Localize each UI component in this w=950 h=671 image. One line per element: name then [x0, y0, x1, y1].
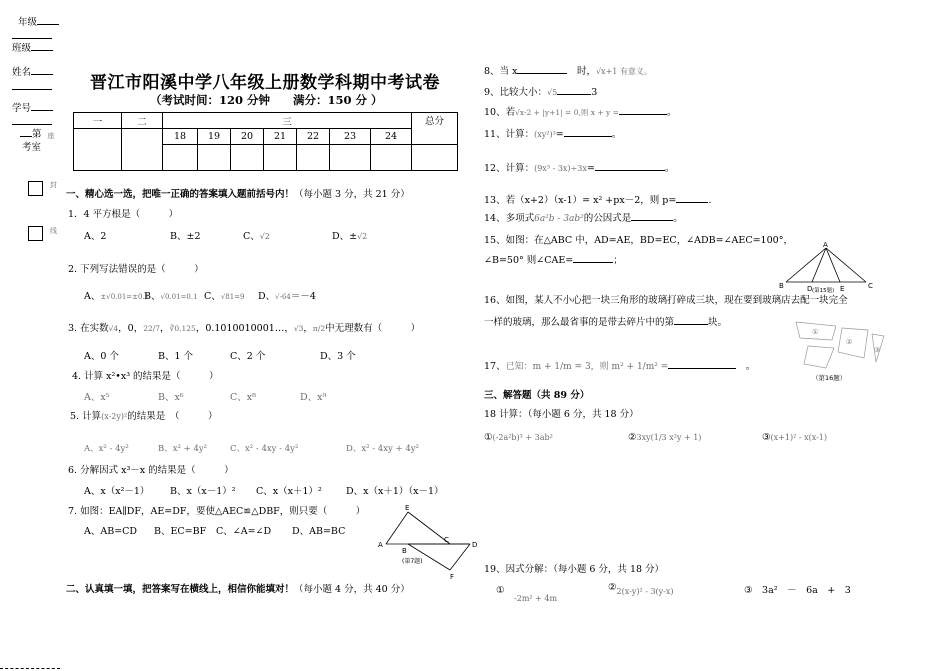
q6-text: 6. 分解因式 x³－x 的结果是（ ）: [68, 465, 234, 476]
q19-part-1: [496, 582, 558, 603]
q13-t1: 13、若（x+2）（x-1）= x² +px－2，则 p=: [484, 195, 677, 206]
q1-text: 1．4 平方根是（ ）: [68, 209, 179, 220]
q16-line1: 16、如图，某人不小心把一块三角形的玻璃打碎成三块，现在要到玻璃店去配一块完全: [484, 295, 848, 306]
q6-option-c[interactable]: C、x（x＋1）²: [256, 486, 322, 497]
score-cell[interactable]: [297, 145, 330, 171]
q12-text: [484, 160, 674, 174]
q3-option-c[interactable]: C、2 个: [230, 351, 266, 362]
fig15-label-c: C: [868, 282, 873, 290]
q19-part-3: [744, 582, 851, 596]
q13-text: [484, 192, 711, 206]
q14-math: 6a²b - 3ab²: [534, 214, 584, 224]
q2-c-label: C、: [204, 291, 221, 302]
score-sub-22: 22: [297, 129, 330, 145]
score-cell[interactable]: [122, 129, 163, 171]
score-sub-19: 19: [198, 129, 231, 145]
q15-t1: ∠B=50° 则∠CAE=: [484, 255, 574, 266]
q2-option-a[interactable]: [84, 288, 149, 302]
q17-t2: 。: [745, 361, 756, 372]
q7-option-c[interactable]: C、∠A=∠D: [216, 526, 272, 537]
number-field[interactable]: [31, 110, 53, 111]
q3-text: [68, 320, 420, 334]
fig15-label-d: D: [807, 285, 813, 293]
fig7-label-d: D: [472, 541, 478, 549]
q14-t2: 的公因式是: [583, 213, 632, 224]
q3-m1: √4: [108, 324, 119, 333]
q11-t1: 11、计算：: [484, 129, 535, 140]
q10-t1: 10、若: [484, 107, 516, 118]
q7-option-b[interactable]: B、EC=BF: [154, 526, 207, 537]
q5-prefix: 5. 计算: [70, 411, 102, 422]
q19-p3-math: 3a² － 6a + 3: [762, 585, 851, 596]
q2-text: 2. 下列写法错误的是（ ）: [68, 264, 204, 275]
q8-t2: 时，: [576, 66, 596, 77]
q19-p1-math: -2m² + 4m: [514, 594, 558, 603]
fig16-label-3: ③: [874, 346, 881, 354]
q1-d-math: √2: [357, 232, 368, 241]
section-1-heading: [66, 186, 410, 200]
q19-p2-num: ②: [608, 582, 617, 593]
q14-text: [484, 210, 683, 224]
q14-t1: 14、多项式: [484, 213, 535, 224]
q8-answer-field[interactable]: [517, 73, 567, 74]
sidebar-rule: [12, 89, 52, 90]
number-text: 学号: [12, 103, 32, 114]
q3-m2: 22/7: [143, 324, 161, 333]
q18-p1-math: (-2a²b)³ + 3ab²: [492, 433, 553, 442]
q12-t2: =: [586, 163, 595, 174]
q5-option-b[interactable]: B、x² + 4y²: [158, 444, 208, 454]
grade-label: [18, 14, 59, 28]
q19-p2-math: 2(x-y)² - 3(y-x): [616, 587, 674, 596]
fig15-caption: (第15题): [812, 288, 835, 294]
q3-t3: ，0.1010010001…，: [195, 323, 294, 334]
di-text: 第: [32, 129, 42, 140]
q9-t2: 3: [591, 87, 598, 98]
q10-answer-field[interactable]: [619, 114, 667, 115]
score-cell[interactable]: [74, 129, 122, 171]
q2-b-label: B、: [144, 291, 161, 302]
score-sub-24: 24: [371, 129, 412, 145]
q3-option-a[interactable]: A、0 个: [84, 351, 119, 362]
q3-m4: √3: [293, 324, 304, 333]
q3-t5: 中无理数有（ ）: [325, 323, 421, 334]
score-header-2: 二: [122, 113, 163, 129]
q1-option-d[interactable]: [332, 228, 367, 242]
q11-answer-field[interactable]: [564, 136, 612, 137]
q1-c-label: C、: [243, 231, 260, 242]
fig15-line: [786, 248, 826, 282]
section-1-title: 一、精心选一选，把唯一正确的答案填入题前括号内！: [66, 189, 295, 200]
exam-title: 晋江市阳溪中学八年级上册数学科期中考试卷: [90, 73, 440, 93]
score-header-3: 三: [163, 113, 412, 129]
q2-d-label: D、: [258, 291, 276, 302]
q3-option-d[interactable]: D、3 个: [320, 351, 356, 362]
name-text: 姓名: [12, 67, 32, 78]
section-3-heading: 三、解答题（共 89 分）: [484, 390, 590, 401]
q2-option-d[interactable]: [258, 288, 316, 302]
fig16-piece: [804, 346, 834, 368]
fig7-label-e: E: [405, 504, 410, 512]
q12-t1: 12、计算：: [484, 163, 535, 174]
grade-text: 年级: [18, 17, 38, 28]
q11-t2: =: [555, 129, 564, 140]
figure-15: [778, 238, 882, 296]
fig15-line: [812, 248, 826, 282]
fig7-label-a: A: [378, 541, 383, 549]
q5-option-c[interactable]: C、x² - 4xy - 4y²: [230, 444, 299, 454]
score-cell[interactable]: [412, 145, 458, 171]
q6-option-a[interactable]: A、x（x²－1）: [84, 486, 150, 497]
fig7-label-f: F: [450, 573, 455, 581]
exam-subtitle: （考试时间：120 分钟 满分：150 分 ）: [150, 93, 383, 107]
q12-math: (9x³ - 3x)÷3x: [534, 164, 587, 173]
q19-title: 19、因式分解：（每小题 6 分，共 18 分）: [484, 564, 665, 575]
q18-title: 18 计算：（每小题 6 分，共 18 分）: [484, 409, 639, 420]
q19-p3-num: ③: [744, 585, 753, 596]
room-field[interactable]: [20, 136, 32, 137]
q10-t2: 。: [666, 107, 677, 118]
seal-box: [28, 226, 43, 241]
q13-t2: .: [708, 195, 712, 206]
q12-answer-field[interactable]: [595, 170, 665, 171]
q14-t3: 。: [673, 213, 683, 224]
q7-text: 7. 如图：EA∥DF，AE=DF，要使△AEC≌△DBF，则只要（ ）: [68, 506, 366, 517]
sidebar-rule: [12, 38, 52, 39]
q7-option-a[interactable]: A、AB=CD: [84, 526, 138, 537]
q18-p2-math: 3xy(1/3 x²y + 1): [636, 433, 702, 442]
q3-t2: ，: [160, 323, 170, 334]
q8-math: √x+1 有意义。: [595, 67, 652, 76]
score-header-1: 一: [74, 113, 122, 129]
q18-part-3: [762, 432, 827, 443]
q8-t1: 8、当 x: [484, 66, 518, 77]
q4-option-c[interactable]: C、x⁸: [230, 392, 256, 403]
room-label: [20, 126, 42, 140]
fig7-line: [450, 544, 470, 570]
q11-text: [484, 126, 621, 140]
q3-t1: ，0，: [118, 323, 144, 334]
q15-t2: ；: [613, 255, 623, 266]
q2-b-math: √0.01=0.1: [160, 293, 198, 301]
q7-option-d[interactable]: D、AB=BC: [292, 526, 346, 537]
class-label: [12, 40, 53, 54]
q13-answer-field[interactable]: [676, 202, 708, 203]
q14-answer-field[interactable]: [631, 220, 673, 221]
q3-option-b[interactable]: B、1 个: [158, 351, 194, 362]
q1-option-c[interactable]: [243, 228, 270, 242]
name-label: [12, 64, 53, 78]
seal-text: 线: [50, 227, 57, 235]
section-1-note: （每小题 3 分，共 21 分）: [294, 189, 410, 200]
fig15-label-a: A: [823, 241, 828, 249]
fig16-piece: [838, 328, 868, 358]
score-cell[interactable]: [231, 145, 264, 171]
q10-text: [484, 104, 676, 118]
score-cell[interactable]: [330, 145, 371, 171]
fig15-label-e: E: [840, 285, 845, 293]
q5-text: [70, 408, 218, 422]
q18-part-2: [628, 432, 701, 443]
fig7-label-b: B: [402, 547, 407, 555]
q4-option-b[interactable]: B、x⁶: [158, 392, 184, 403]
seal-text: 座: [47, 132, 55, 139]
fig7-label-c: C: [444, 536, 449, 544]
seal-text: 封: [50, 181, 57, 189]
q2-d-math: √-64: [275, 293, 291, 301]
fig7-line: [408, 544, 450, 570]
section-2-heading: [66, 581, 410, 595]
q17-answer-field[interactable]: [668, 368, 736, 369]
fig16-caption: （第16题）: [812, 374, 847, 382]
q4-option-d[interactable]: D、x⁹: [300, 392, 327, 403]
q8-text: [484, 63, 652, 77]
q3-m3: ∛0.125: [169, 324, 196, 333]
q9-math: √5: [547, 88, 558, 97]
q6-option-b[interactable]: B、x（x－1）²: [170, 486, 236, 497]
figure-7: [370, 500, 480, 582]
q18-p2-num: ②: [628, 432, 637, 443]
q9-answer-field[interactable]: [557, 94, 591, 95]
fig15-line: [826, 248, 840, 282]
q4-option-a[interactable]: A、x⁵: [84, 392, 110, 403]
q9-t1: 9、比较大小：: [484, 87, 548, 98]
q3-t4: ，: [303, 323, 313, 334]
fig16-label-2: ②: [846, 338, 853, 346]
q6-option-d[interactable]: D、x（x＋1）（x－1）: [346, 486, 444, 497]
q2-d-rest: ＝－4: [290, 291, 316, 302]
figure-16: [786, 318, 890, 384]
q15-line2: [484, 252, 623, 266]
cut-line: [0, 668, 60, 669]
fig15-label-b: B: [779, 282, 784, 290]
q18-p3-math: (x+1)² - x(x-1): [770, 433, 827, 442]
fig15-line: [826, 248, 866, 282]
name-field[interactable]: [31, 74, 53, 75]
class-field[interactable]: [31, 50, 53, 51]
q16-t1: 一样的玻璃，那么最省事的是带去碎片中的第: [484, 317, 675, 328]
grade-field[interactable]: [37, 24, 59, 25]
q18-part-1: [484, 432, 553, 443]
fig16-label-1: ①: [812, 328, 819, 336]
q1-c-math: √2: [259, 232, 270, 241]
section-2-title: 二、认真填一填，把答案写在横线上，相信你能填对！: [66, 584, 295, 595]
q12-t3: 。: [664, 163, 675, 174]
score-sub-21: 21: [264, 129, 297, 145]
q5-suffix: 的结果是 （ ）: [127, 411, 218, 422]
score-cell[interactable]: [198, 145, 231, 171]
q3-prefix: 3. 在实数: [68, 323, 109, 334]
score-sub-20: 20: [231, 129, 264, 145]
q1-option-a[interactable]: A、2: [84, 231, 107, 242]
q11-math: (xy²)³: [534, 130, 556, 139]
q16-t2: 块。: [708, 317, 728, 328]
class-text: 班级: [12, 43, 32, 54]
q10-math: √x-2 + |y+1| = 0,则 x + y =: [515, 108, 619, 117]
score-header-total: 总分: [412, 113, 458, 145]
q17-t1: 17、: [484, 361, 506, 372]
q2-option-c[interactable]: [204, 288, 244, 302]
score-cell[interactable]: [371, 145, 412, 171]
q16-answer-field[interactable]: [674, 324, 708, 325]
seal-box: [28, 181, 43, 196]
score-cell[interactable]: [163, 145, 198, 171]
q2-c-math: √81=9: [220, 293, 245, 301]
q1-d-label: D、±: [332, 231, 358, 242]
q5-option-d[interactable]: D、x² - 4xy + 4y²: [346, 444, 419, 454]
exam-room-label: 考室: [22, 142, 42, 153]
sidebar-rule: [12, 124, 52, 125]
q5-math: (x-2y)²: [101, 412, 128, 421]
q17-text: [484, 358, 755, 372]
q19-part-2: [608, 582, 674, 596]
q11-t3: 。: [611, 129, 622, 140]
score-cell[interactable]: [264, 145, 297, 171]
q19-p1-num: ①: [496, 585, 505, 596]
q16-line2: [484, 314, 727, 328]
score-sub-18: 18: [163, 129, 198, 145]
q18-p3-num: ③: [762, 432, 771, 443]
number-label: [12, 100, 53, 114]
q3-m5: π/2: [312, 324, 326, 333]
q1-option-b[interactable]: B、±2: [170, 231, 201, 242]
fig7-caption: (第7题): [402, 558, 423, 565]
q4-text: 4. 计算 x²•x³ 的结果是（ ）: [72, 371, 219, 382]
q2-option-b[interactable]: [144, 288, 198, 302]
q2-a-math: ±√0.01=±0.1: [100, 293, 150, 301]
q15-answer-field[interactable]: [573, 262, 613, 263]
q5-option-a[interactable]: A、x² - 4y²: [84, 444, 129, 454]
section-2-note: （每小题 4 分，共 40 分）: [294, 584, 410, 595]
q15-line1: 15、如图：在△ABC 中，AD=AE，BD=EC，∠ADB=∠AEC=100°，: [484, 235, 793, 246]
q17-math: 已知：m + 1/m = 3，则 m² + 1/m² =: [505, 362, 669, 372]
score-table: [73, 112, 458, 171]
q9-text: [484, 84, 597, 98]
q18-p1-num: ①: [484, 432, 493, 443]
fig7-line: [386, 512, 408, 544]
q2-a-label: A、: [84, 291, 101, 302]
score-sub-23: 23: [330, 129, 371, 145]
